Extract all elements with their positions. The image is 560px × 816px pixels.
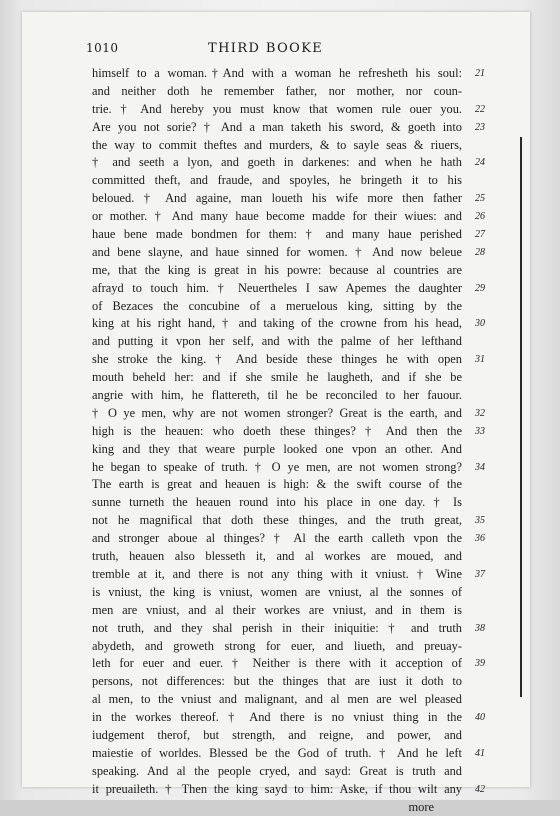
verse-number: 41 — [475, 747, 485, 759]
text-line — [92, 405, 485, 423]
text-line — [92, 244, 485, 262]
line-text: abydeth, and groweth strong for euer, and liueth, and preuay- — [92, 638, 462, 653]
text-line — [92, 530, 485, 548]
line-text: iudgement therof, but strength, and reigne, and power, and — [92, 727, 462, 742]
line-text: and putting it vpon her self, and with the palme of her lefthand — [92, 334, 462, 349]
line-text: and bene slayne, and haue sinned for women. † And now beleue — [92, 244, 462, 259]
text-line — [92, 620, 485, 638]
line-text: maiestie of worldes. Blessed be the God of truth. † And he left — [92, 745, 462, 760]
text-line — [92, 512, 485, 530]
verse-number: 21 — [475, 68, 485, 79]
page-number: 1010 — [86, 41, 119, 55]
text-line — [92, 727, 462, 745]
line-text: truth, heauen also blesseth it, and al workes are moued, and — [92, 549, 462, 564]
verse-number: 35 — [475, 515, 485, 527]
text-line — [92, 262, 462, 280]
line-text: king and they that weare purple looked one vpon an other. And — [92, 441, 462, 456]
line-text: speaking. And al the people cryed, and sayd: Great is truth and — [92, 763, 462, 778]
text-line — [92, 566, 485, 584]
line-text: afrayd to touch him. † Neuertheles I saw Apemes the daughter — [92, 280, 462, 295]
text-line — [92, 369, 462, 387]
line-text: and stronger aboue al thinges? † Al the earth calleth vpon the — [92, 531, 462, 546]
catchword: more — [408, 799, 434, 814]
verse-number: 24 — [475, 157, 485, 169]
text-line — [92, 101, 485, 119]
line-text: beloued. † And againe, man loueth his wife more then father — [92, 191, 462, 206]
line-text: of Bezaces the concubine of a meruelous king, sitting by the — [92, 298, 462, 313]
line-text: tremble at it, and there is not any thing with it vniust. † Wine — [92, 566, 462, 581]
line-text: himself to a woman.†And with a woman he refresheth his soul: — [92, 66, 462, 80]
line-text: men are vniust, and al their workes are vniust, and in them is — [92, 602, 462, 617]
line-text: king at his right hand, † and taking of the crowne from his head, — [92, 316, 462, 331]
line-text: leth for euer and euer. † Neither is there with it acception of — [92, 656, 462, 671]
text-line — [92, 494, 462, 512]
text-line — [92, 691, 462, 709]
text-line — [92, 548, 462, 566]
line-text: † and seeth a lyon, and goeth in darkenes: and when he hath — [92, 155, 462, 170]
line-text: and neither doth he remember father, nor mother, nor coun- — [92, 83, 462, 98]
line-text: al men, to the vniust and malignant, and al men are wel pleased — [92, 692, 462, 707]
line-text: he began to speake of truth. † O ye men, are not women strong? — [92, 459, 462, 474]
text-line — [92, 763, 462, 781]
verse-number: 26 — [475, 211, 485, 223]
line-text: † O ye men, why are not women stronger? Great is the earth, and — [92, 405, 462, 420]
text-line — [92, 673, 462, 691]
page-header — [86, 41, 486, 59]
text-line — [92, 602, 462, 620]
line-text: sunne turneth the heauen round into his place in one day. † Is — [92, 495, 462, 510]
line-text: not he magnifical that doth these thinges, and the truth great, — [92, 513, 462, 528]
line-text: not truth, and they shal perish in their iniquitie: † and truth — [92, 620, 462, 635]
verse-number: 42 — [475, 783, 485, 795]
verse-number: 33 — [475, 425, 485, 437]
text-line — [92, 298, 462, 316]
verse-number: 25 — [475, 193, 485, 205]
text-line — [92, 584, 462, 602]
verse-number: 28 — [475, 246, 485, 258]
text-line — [92, 65, 485, 83]
text-line — [92, 745, 485, 763]
catchword-line — [92, 799, 462, 816]
line-text: me, that the king is great in his powre: because al countries are — [92, 262, 462, 277]
running-head: THIRD BOOKE — [208, 41, 324, 56]
verse-number: 32 — [475, 407, 485, 419]
line-text: it preuaileth. † Then the king sayd to him: Aske, if thou wilt any — [92, 781, 462, 796]
text-line — [92, 315, 485, 333]
line-text: high is the heauen: who doeth these thinges? † And then the — [92, 423, 462, 438]
verse-number: 27 — [475, 229, 485, 241]
text-line — [92, 280, 485, 298]
line-text: haue bene made bondmen for them: † and many haue perished — [92, 227, 462, 242]
line-text: angrie with him, he flattereth, til he be reconciled to her fauour. — [92, 388, 462, 403]
line-text: persons, not differences: but the thinges that are iust it doth to — [92, 674, 462, 689]
text-line — [92, 351, 485, 369]
line-text: The earth is great and heauen is high: & the swift course of the — [92, 477, 462, 492]
verse-number: 34 — [475, 461, 485, 473]
verse-number: 23 — [475, 121, 485, 133]
verse-number: 39 — [475, 658, 485, 670]
text-line — [92, 154, 485, 172]
text-line — [92, 709, 485, 727]
verse-number: 31 — [475, 354, 485, 366]
text-line — [92, 387, 462, 405]
text-line — [92, 638, 462, 656]
text-line — [92, 781, 485, 799]
line-text: is vniust, the king is vniust, women are vniust, al the sonnes of — [92, 584, 462, 599]
line-text: in the workes thereof. † And there is no vniust thing in the — [92, 710, 462, 725]
text-line — [92, 119, 485, 137]
text-line — [92, 476, 462, 494]
text-line — [92, 655, 485, 673]
line-text: committed theft, and fraude, and spoyles, he bringeth it to his — [92, 173, 462, 188]
verse-number: 37 — [475, 568, 485, 580]
line-text: or mother. † And many haue become madde for their wiues: and — [92, 209, 462, 224]
line-text: the way to commit theftes and murders, & to sayle seas & riuers, — [92, 137, 462, 152]
text-line — [92, 423, 485, 441]
text-line — [92, 459, 485, 477]
text-line — [92, 226, 485, 244]
verse-number: 22 — [475, 103, 485, 115]
text-line — [92, 441, 462, 459]
verse-number: 40 — [475, 712, 485, 724]
verse-number: 30 — [475, 318, 485, 330]
line-text: she stroke the king. † And beside these thinges he with open — [92, 352, 462, 367]
text-line — [92, 172, 462, 190]
verse-number: 38 — [475, 622, 485, 634]
text-line — [92, 83, 462, 101]
text-line — [92, 333, 462, 351]
line-text: trie. † And hereby you must know that women rule ouer you. — [92, 101, 462, 116]
text-line — [92, 137, 462, 155]
line-text: mouth beheld her: and if she smile he laugheth, and if she be — [92, 370, 462, 385]
text-line — [92, 190, 485, 208]
page-edge-shadow — [520, 137, 522, 697]
verse-number: 29 — [475, 282, 485, 294]
verse-number: 36 — [475, 533, 485, 545]
body-text — [92, 65, 485, 816]
text-line — [92, 208, 485, 226]
line-text: Are you not sorie? † And a man taketh his sword, & goeth into — [92, 119, 462, 134]
